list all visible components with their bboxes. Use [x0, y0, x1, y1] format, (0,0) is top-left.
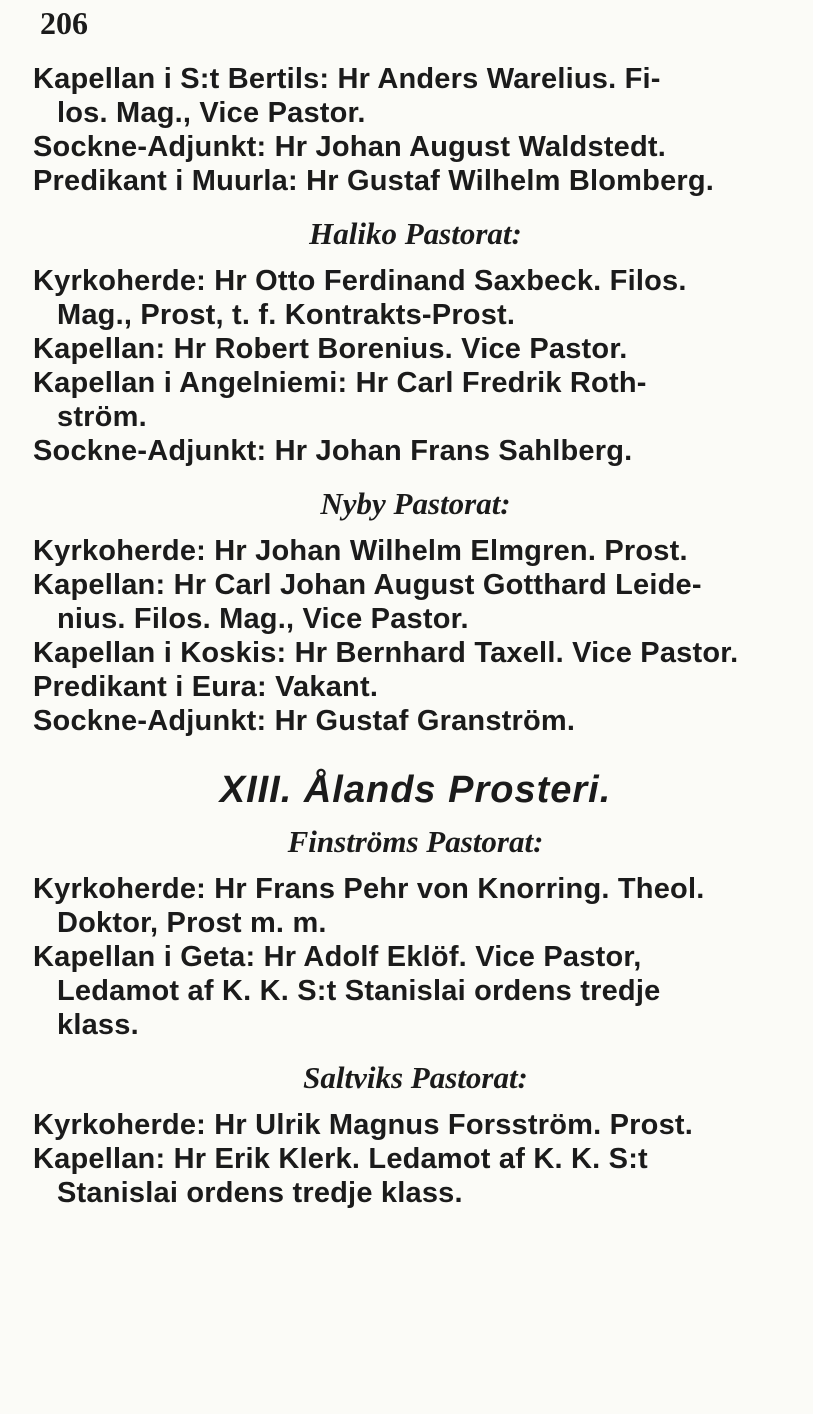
section-heading: Finströms Pastorat:: [287, 824, 544, 859]
entry: Kapellan: Hr Erik Klerk. Ledamot af K. K. S:t Stanislai ordens tredje klass.: [33, 1143, 648, 1209]
entry: Kapellan: Hr Carl Johan August Gotthard Leide- nius. Filos. Mag., Vice Pastor.: [33, 569, 702, 635]
entry: Sockne-Adjunkt: Hr Johan August Waldstedt.: [33, 131, 666, 163]
entry-group: [33, 62, 798, 198]
entry: Kyrkoherde: Hr Otto Ferdinand Saxbeck. Filos. Mag., Prost, t. f. Kontrakts-Prost.: [33, 265, 687, 331]
entry: Kapellan i Angelniemi: Hr Carl Fredrik Roth- ström.: [33, 367, 647, 433]
entry: Sockne-Adjunkt: Hr Gustaf Granström.: [33, 705, 576, 737]
page-body: [33, 62, 798, 1210]
chapter-heading: XIII. Ålands Prosteri.: [219, 769, 612, 811]
entry: Sockne-Adjunkt: Hr Johan Frans Sahlberg.: [33, 435, 633, 467]
page-number: 206: [40, 5, 88, 41]
entry: Predikant i Muurla: Hr Gustaf Wilhelm Blomberg.: [33, 165, 715, 197]
entry-group: [33, 872, 798, 1042]
entry: Predikant i Eura: Vakant.: [33, 671, 379, 703]
entry: Kapellan: Hr Robert Borenius. Vice Pastor.: [33, 333, 628, 365]
entry: Kyrkoherde: Hr Johan Wilhelm Elmgren. Prost.: [33, 535, 688, 567]
entry: Kyrkoherde: Hr Ulrik Magnus Forsström. Prost.: [33, 1109, 694, 1141]
entry-group: [33, 264, 798, 468]
entry-group: [33, 534, 798, 738]
entry-group: [33, 1108, 798, 1210]
entry: Kapellan i S:t Bertils: Hr Anders Warelius. Fi- los. Mag., Vice Pastor.: [33, 63, 661, 129]
section-heading: Saltviks Pastorat:: [303, 1060, 528, 1095]
section-heading: Nyby Pastorat:: [320, 486, 511, 521]
entry: Kapellan i Koskis: Hr Bernhard Taxell. Vice Pastor.: [33, 637, 739, 669]
entry: Kapellan i Geta: Hr Adolf Eklöf. Vice Pastor, Ledamot af K. K. S:t Stanislai ordens tredje klass.: [33, 941, 661, 1041]
entry: Kyrkoherde: Hr Frans Pehr von Knorring. Theol. Doktor, Prost m. m.: [33, 873, 705, 939]
section-heading: Haliko Pastorat:: [309, 216, 522, 251]
